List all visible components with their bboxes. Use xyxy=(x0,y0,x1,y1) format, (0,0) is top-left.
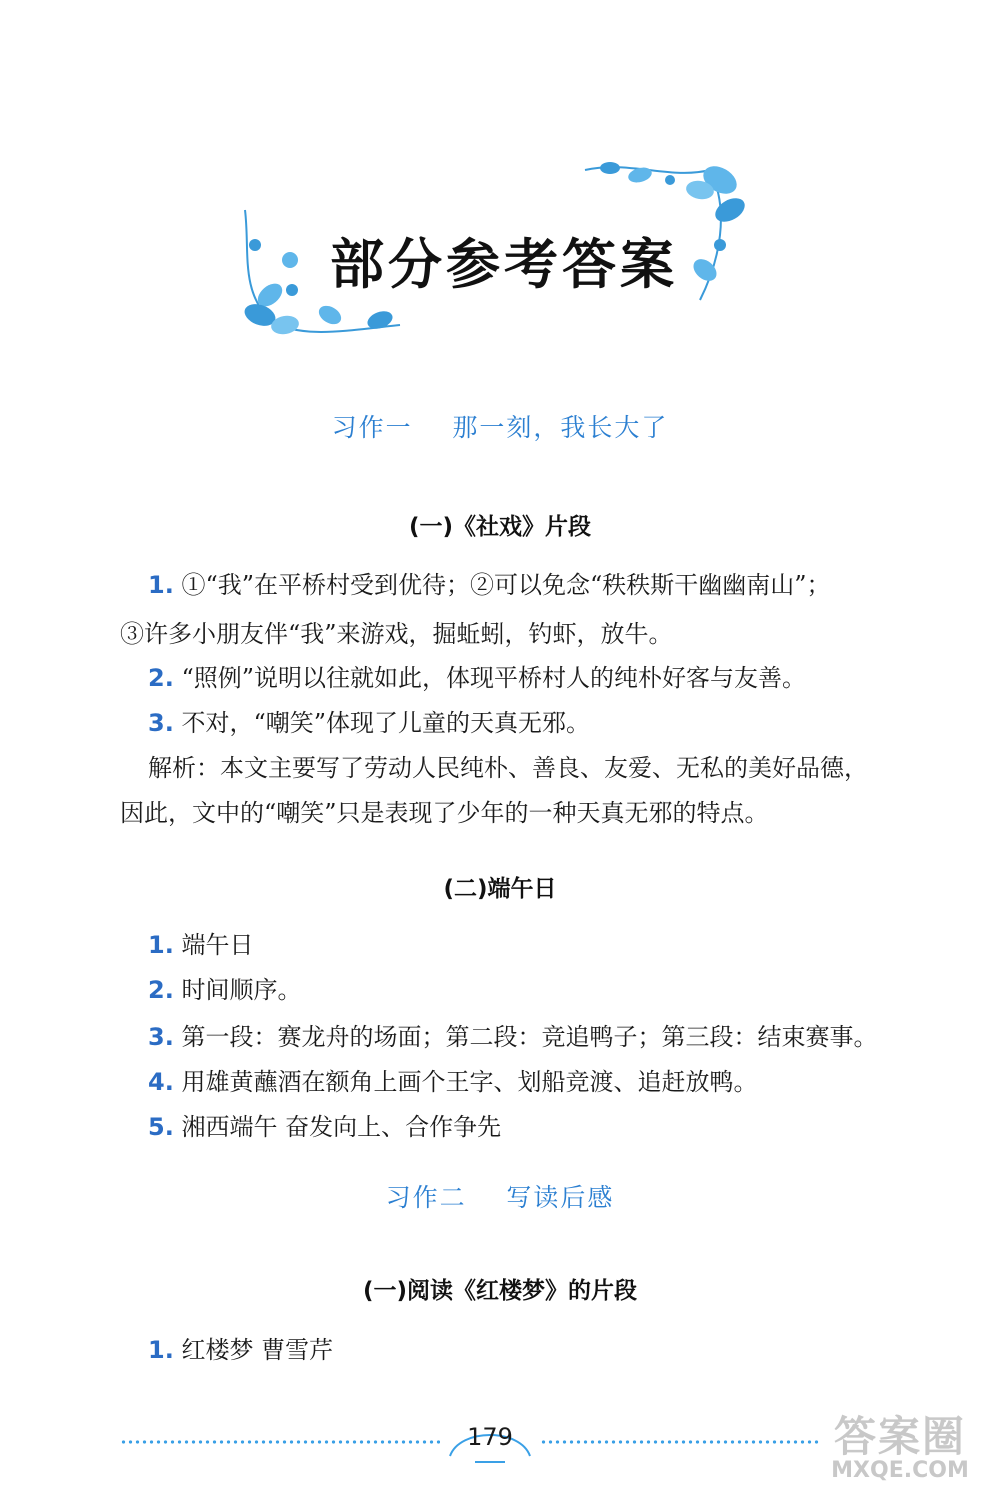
answer-line xyxy=(148,708,888,738)
answer-line xyxy=(120,619,860,649)
answer-line xyxy=(148,1112,888,1142)
footer-divider-left xyxy=(120,1440,440,1444)
answer-text: “照例”说明以往就如此，体现平桥村人的纯朴好客与友善。 xyxy=(173,664,806,692)
answer-number: 2. xyxy=(148,976,174,1004)
answer-number: 1. xyxy=(148,931,174,959)
footer-divider-right xyxy=(540,1440,820,1444)
section-title: 习作一 那一刻，我长大了 xyxy=(331,413,669,442)
section-title: 习作二 写读后感 xyxy=(385,1183,615,1212)
answer-text: 红楼梦 曹雪芹 xyxy=(173,1336,334,1364)
answer-number: 3. xyxy=(148,709,174,737)
answer-line xyxy=(148,1022,888,1052)
answer-text: 湘西端午 奋发向上、合作争先 xyxy=(173,1113,502,1141)
answer-text: ①“我”在平桥村受到优待；②可以免念“秩秩斯干幽幽南山”； xyxy=(173,571,831,599)
answer-line xyxy=(148,570,888,600)
answer-text: 时间顺序。 xyxy=(173,976,302,1004)
answer-number: 4. xyxy=(148,1068,174,1096)
analysis-line xyxy=(148,753,888,783)
part-subtitle: (一)阅读《红楼梦》的片段 xyxy=(362,1278,638,1304)
answer-number: 1. xyxy=(148,571,174,599)
answer-line xyxy=(148,930,888,960)
answer-text: 因此，文中的“嘲笑”只是表现了少年的一种天真无邪的特点。 xyxy=(120,799,769,827)
answer-number: 3. xyxy=(148,1023,174,1051)
answer-text: 端午日 xyxy=(173,931,254,959)
answer-line xyxy=(148,663,888,693)
watermark-brand: 答案圈 xyxy=(833,1412,966,1461)
analysis-line xyxy=(120,798,860,828)
page-title: 部分参考答案 xyxy=(330,233,678,296)
answer-text: 解析：本文主要写了劳动人民纯朴、善良、友爱、无私的美好品德， xyxy=(148,754,868,782)
watermark-domain: MXQE.COM xyxy=(831,1458,969,1483)
part-subtitle: (一)《社戏》片段 xyxy=(408,514,592,540)
answer-line xyxy=(148,1067,888,1097)
answer-line xyxy=(148,1335,888,1365)
answer-text: ③许多小朋友伴“我”来游戏，掘蚯蚓，钓虾，放牛。 xyxy=(120,620,673,648)
page-number: 179 xyxy=(467,1423,513,1451)
answer-number: 5. xyxy=(148,1113,174,1141)
answer-line xyxy=(148,975,888,1005)
answer-number: 2. xyxy=(148,664,174,692)
answer-number: 1. xyxy=(148,1336,174,1364)
answer-text: 不对，“嘲笑”体现了儿童的天真无邪。 xyxy=(173,709,590,737)
watermark xyxy=(810,1412,990,1483)
answer-text: 第一段：赛龙舟的场面；第二段：竞追鸭子；第三段：结束赛事。 xyxy=(173,1023,878,1051)
answer-text: 用雄黄蘸酒在额角上画个王字、划船竞渡、追赶放鸭。 xyxy=(173,1068,758,1096)
part-subtitle: (二)端午日 xyxy=(443,876,557,902)
